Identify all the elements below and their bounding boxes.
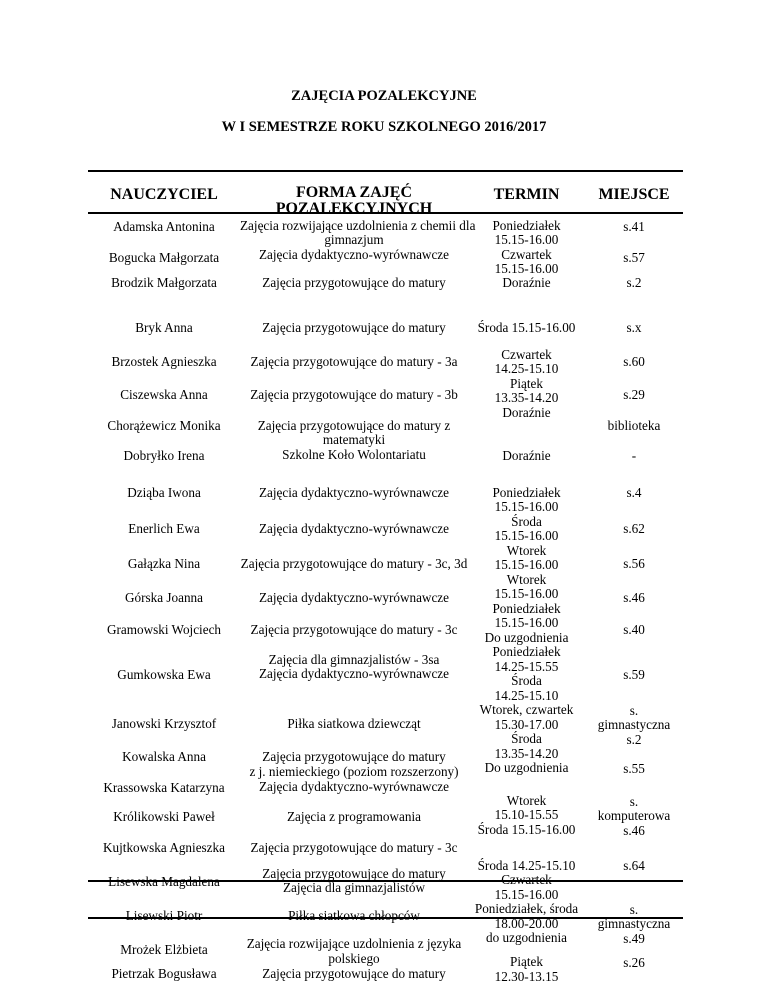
place-text: gimnastyczna [597,717,671,732]
teacher-name: Królikowski Paweł [113,809,215,824]
form-text: Zajęcia dydaktyczno-wyrównawcze [258,590,450,605]
place-text: biblioteka [607,418,661,433]
form-text: Zajęcia przygotowujące do matury - 3c [250,622,458,637]
term-text: Doraźnie [502,405,551,420]
place-text: gimnastyczna [597,916,671,931]
form-text: z j. niemieckiego (poziom rozszerzony) [249,764,459,779]
place-text: s.40 [623,622,645,637]
place-text: s. [629,902,639,917]
term-text: 15.15-16.00 [494,557,559,572]
term-text: 15.15-16.00 [494,232,559,247]
place-text: s. [629,794,639,809]
teacher-name: Gramowski Wojciech [106,622,222,637]
form-text: Szkolne Koło Wolontariatu [282,447,426,462]
teacher-name: Gumkowska Ewa [117,667,211,682]
term-text: Poniedziałek [492,601,561,616]
term-text: Środa 15.15-16.00 [477,320,576,335]
place-text: s.26 [623,955,645,970]
term-text: 15.10-15.55 [494,807,559,822]
place-text: s.29 [623,387,645,402]
form-text: gimnazjum [324,232,384,247]
place-text: s.57 [623,250,645,265]
form-text: Zajęcia rozwijające uzdolnienia z języka [246,936,462,951]
term-text: do uzgodnienia [486,930,567,945]
teacher-name: Lisewski Piotr [125,908,203,923]
header-place: MIEJSCE [598,186,670,203]
term-text: Do uzgodnienia [484,630,569,645]
place-text: s.59 [623,667,645,682]
form-text: Piłka siatkowa dziewcząt [287,716,421,731]
teacher-name: Krassowska Katarzyna [103,780,225,795]
term-text: 14.25-15.55 [494,659,559,674]
term-text: Piątek [510,376,543,391]
term-text: Doraźnie [502,275,551,290]
term-text: 13.35-14.20 [494,390,559,405]
term-text: Środa 15.15-16.00 [477,822,576,837]
term-text: 13.35-14.20 [494,746,559,761]
header-term: TERMIN [493,186,560,203]
form-text: Zajęcia dydaktyczno-wyrównawcze [258,485,450,500]
term-text: Piątek [510,954,543,969]
form-text: Piłka siatkowa chłopców [288,908,420,923]
teacher-name: Mrożek Elżbieta [120,942,208,957]
teacher-name: Enerlich Ewa [128,521,200,536]
term-text: Środa [511,731,542,746]
form-text: Zajęcia przygotowujące do matury [262,866,446,881]
document-title: ZAJĘCIA POZALEKCYJNE [291,88,477,104]
term-text: Wtorek [506,793,547,808]
term-text: Wtorek [506,572,547,587]
place-text: - [631,448,637,463]
form-text: Zajęcia dydaktyczno-wyrównawcze [258,247,450,262]
place-text: s.2 [626,275,642,290]
term-text: 15.15-16.00 [494,499,559,514]
teacher-name: Adamska Antonina [113,219,215,234]
teacher-name: Ciszewska Anna [120,387,208,402]
term-text: Środa 14.25-15.10 [477,858,576,873]
teacher-name: Chorążewicz Monika [107,418,221,433]
term-text: Czwartek [501,347,552,362]
form-text: Zajęcia przygotowujące do matury - 3c, 3d [240,556,468,571]
form-text: Zajęcia przygotowujące do matury [262,275,446,290]
term-text: Środa [511,673,542,688]
term-text: 15.30-17.00 [494,717,559,732]
form-text: Zajęcia przygotowujące do matury - 3a [250,354,458,369]
form-text: polskiego [328,951,380,966]
place-text: s.49 [623,931,645,946]
term-text: 15.15-16.00 [494,887,559,902]
teacher-name: Górska Joanna [124,590,203,605]
teacher-name: Brodzik Małgorzata [111,275,217,290]
term-text: 14.25-15.10 [494,361,559,376]
form-text: Zajęcia przygotowujące do matury [262,320,446,335]
term-text: Środa [511,514,542,529]
header-teacher: NAUCZYCIEL [110,186,218,203]
term-text: 18.00-20.00 [494,916,559,931]
teacher-name: Bryk Anna [135,320,193,335]
teacher-name: Kujtkowska Agnieszka [103,840,225,855]
term-text: Czwartek [501,247,552,262]
header-form-line2: POZALEKCYJNYCH [275,200,433,217]
term-text: 15.15-16.00 [494,528,559,543]
form-text: Zajęcia przygotowujące do matury z [257,418,451,433]
term-text: Poniedziałek [492,218,561,233]
form-text: Zajęcia dla gimnazjalistów [282,880,426,895]
form-text: Zajęcia dydaktyczno-wyrównawcze [258,666,450,681]
term-text: Czwartek [501,872,552,887]
form-text: Zajęcia z programowania [287,809,421,824]
term-text: Poniedziałek [492,485,561,500]
term-text: 15.15-16.00 [494,586,559,601]
place-text: s.46 [623,590,645,605]
teacher-name: Dziąba Iwona [127,485,201,500]
term-text: 15.15-16.00 [494,261,559,276]
form-text: Zajęcia dydaktyczno-wyrównawcze [258,521,450,536]
document-subtitle: W I SEMESTRZE ROKU SZKOLNEGO 2016/2017 [221,119,547,135]
form-text: Zajęcia przygotowujące do matury [262,966,446,981]
place-text: s.4 [626,485,642,500]
header-form-line1: FORMA ZAJĘĆ [296,184,412,201]
form-text: Zajęcia przygotowujące do matury - 3b [250,387,458,402]
teacher-name: Pietrzak Bogusława [111,966,217,981]
form-text: Zajęcia dydaktyczno-wyrównawcze [258,779,450,794]
place-text: s.41 [623,219,645,234]
teacher-name: Lisewska Magdalena [108,874,220,889]
term-text: 12.30-13.15 [494,969,559,984]
place-text: s.55 [623,761,645,776]
form-text: Zajęcia przygotowujące do matury - 3c [250,840,458,855]
teacher-name: Dobryłko Irena [123,448,205,463]
form-text: Zajęcia dla gimnazjalistów - 3sa [268,652,440,667]
term-text: 14.25-15.10 [494,688,559,703]
place-text: s.62 [623,521,645,536]
place-text: komputerowa [597,808,671,823]
form-text: Zajęcia przygotowujące do matury [262,749,446,764]
form-text: matematyki [322,432,386,447]
table-top-border [88,170,683,172]
place-text: s.56 [623,556,645,571]
place-text: s. [629,703,639,718]
teacher-name: Brzostek Agnieszka [111,354,217,369]
term-text: Poniedziałek [492,644,561,659]
place-text: s.x [626,320,642,335]
teacher-name: Gałązka Nina [127,556,201,571]
term-text: Doraźnie [502,448,551,463]
place-text: s.2 [626,732,642,747]
place-text: s.64 [623,858,645,873]
term-text: Wtorek, czwartek [479,702,574,717]
place-text: s.46 [623,823,645,838]
teacher-name: Bogucka Małgorzata [108,250,220,265]
term-text: Wtorek [506,543,547,558]
term-text: Poniedziałek, środa [474,901,579,916]
form-text: Zajęcia rozwijające uzdolnienia z chemii dla [240,218,476,233]
place-text: s.60 [623,354,645,369]
teacher-name: Kowalska Anna [122,749,206,764]
teacher-name: Janowski Krzysztof [111,716,217,731]
term-text: 15.15-16.00 [494,615,559,630]
term-text: Do uzgodnienia [484,760,569,775]
